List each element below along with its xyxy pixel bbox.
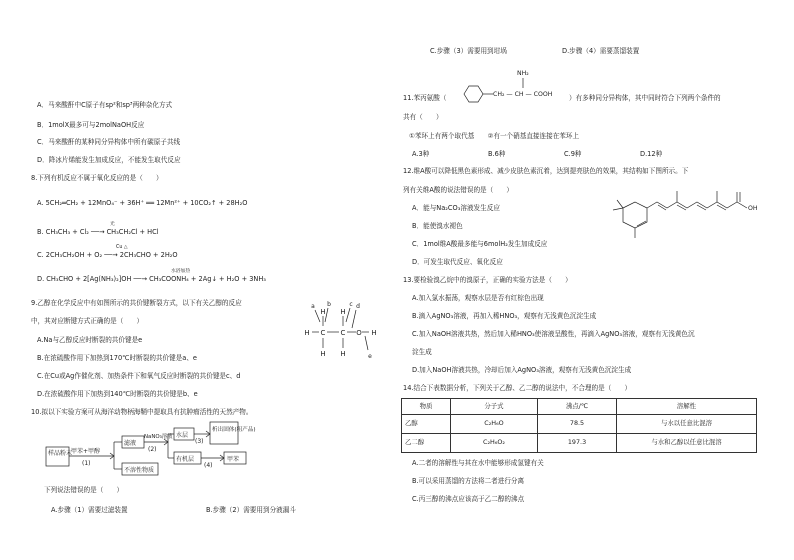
q11-conditions: ①苯环上有两个取代基 ②有一个硝基直接连接在苯环上 — [409, 132, 580, 140]
q12-option-b: B．能使溴水褪色 — [412, 222, 463, 230]
table-header: 沸点/℃ — [538, 399, 617, 415]
bond-label-b: b — [327, 301, 331, 308]
q9-option-d: D.在浓硫酸作用下加热到140℃时断裂的共价键是b、e — [37, 390, 198, 398]
table-cell: C₂H₆O — [451, 415, 538, 434]
q13-option-d: D.加入NaOH溶液共热，冷却后加入AgNO₃溶液，观察有无浅黄色沉淀生成 — [412, 366, 632, 374]
q10-stem: 10.拟以下实验方案可从海洋动物柄海鞘中提取具有抗肿瘤活性的天然产物。 — [31, 408, 253, 416]
bond-label-e: e — [368, 353, 372, 360]
q11-suffix: ）有多种同分异构体，其中同时符合下列两个条件的 — [569, 94, 721, 102]
q14-stem: 14.结合下表数据分析，下列关于乙醇、乙二醇的说法中，不合理的是（ ） — [403, 384, 632, 392]
q14-data-table — [401, 398, 757, 453]
svg-text:H: H — [340, 350, 346, 358]
table-header: 物质 — [402, 399, 451, 415]
bond-label-c: c — [349, 301, 353, 308]
table-cell: 乙二醇 — [402, 434, 451, 453]
q10-option-d: D.步骤（4）需要蒸馏装置 — [562, 47, 640, 55]
q7-option-d: D．降冰片烯能发生加成反应，不能发生取代反应 — [37, 156, 181, 164]
svg-text:H: H — [320, 350, 326, 358]
ethanol-bond-diagram — [300, 300, 380, 364]
q8-option-c: C. 2CH₃CH₂OH + O₂ ──→ 2CH₃CHO + 2H₂O — [37, 251, 178, 259]
flow-reagent2: NaNO₃溶液 — [144, 434, 173, 440]
q11-line2: 共有（ ） — [403, 113, 443, 121]
svg-text:H: H — [340, 308, 346, 316]
table-header: 溶解性 — [617, 399, 757, 415]
flow-solvent: 甲苯+甲醇 — [71, 448, 101, 455]
q11-option-c: C.9种 — [564, 150, 582, 158]
flow-sample: 样品粉末 — [48, 450, 73, 457]
svg-text:O: O — [356, 329, 362, 337]
table-cell: 乙醇 — [402, 415, 451, 434]
svg-text:C: C — [340, 329, 346, 337]
struct-nh2: NH₂ — [517, 70, 529, 77]
flow-toluene: 甲苯 — [227, 456, 240, 463]
svg-text:H: H — [304, 329, 310, 337]
q11-prefix: 11.苯丙氨酸（ — [403, 94, 447, 102]
flow-step1: (1) — [82, 460, 91, 467]
q8-option-d: D. CH₃CHO + 2[Ag(NH₃)₂]OH ──→ CH₃COONH₄ + 2Ag↓ + H₂O + 3NH₃ — [37, 275, 266, 283]
flow-step4: (4) — [204, 462, 213, 469]
q14-option-b: B.可以采用蒸馏的方法将二者进行分离 — [412, 477, 525, 485]
q13-stem: 13.要检验溴乙烷中的溴原子，正确的实验方法是（ ） — [403, 276, 572, 284]
q13-option-b: B.滴入AgNO₃溶液，再加入稀HNO₃，观察有无浅黄色沉淀生成 — [412, 312, 597, 320]
q8-option-a: A. 5CH₂═CH₂ + 12MnO₄⁻ + 36H⁺ ══ 12Mn²⁺ + 10CO₂↑ + 28H₂O — [37, 199, 248, 207]
q12-option-a: A．能与Na₂CO₃溶液发生反应 — [412, 204, 500, 212]
q7-option-c: C．马来酸酐的某种同分异构体中所有碳原子共线 — [37, 138, 181, 146]
phenylalanine-structure — [455, 66, 567, 106]
q10-flowchart — [44, 420, 334, 478]
table-cell: 与水和乙醇以任意比混溶 — [617, 434, 757, 453]
table-row — [402, 434, 757, 453]
flow-precipitate: 析出固体(粗产品) — [212, 427, 256, 433]
q9-stem-line2: 中，其对应断键方式正确的是（ ） — [31, 317, 144, 325]
q12-option-c: C．1mol维A酸最多能与6molH₂发生加成反应 — [412, 240, 548, 248]
flow-organic: 有机层 — [176, 456, 195, 463]
q14-option-a: A.二者的溶解性与其在水中能够形成氢键有关 — [412, 459, 544, 467]
q11-option-b: B.6种 — [488, 150, 506, 158]
bond-label-d: d — [356, 303, 360, 310]
q10-ask: 下列说法错误的是（ ） — [44, 486, 124, 494]
svg-text:C: C — [320, 329, 326, 337]
table-cell: 与水以任意比混溶 — [617, 415, 757, 434]
table-cell: C₂H₆O₂ — [451, 434, 538, 453]
q14-option-c: C.丙三醇的沸点应该高于乙二醇的沸点 — [412, 495, 525, 503]
table-header-row — [402, 399, 757, 415]
q11-option-a: A.3种 — [412, 150, 430, 158]
q13-option-c-line2: 淀生成 — [412, 348, 432, 356]
q10-option-b: B.步骤（2）需要用到分液漏斗 — [206, 506, 296, 514]
q8-stem: 8.下列有机反应不属于氧化反应的是（ ） — [31, 174, 163, 182]
q11-option-d: D.12种 — [640, 150, 663, 158]
q9-option-c: C.在Cu或Ag作催化剂、加热条件下和氧气反应时断裂的共价键是c、d — [37, 372, 241, 380]
q8-c-condition: Cu △ — [116, 245, 128, 250]
bond-label-a: a — [311, 303, 315, 310]
q10-option-c: C.步骤（3）需要用到坩埚 — [430, 47, 507, 55]
q8-option-b: B. CH₃CH₃ + Cl₂ ──→ CH₃CH₂Cl + HCl — [37, 228, 159, 236]
q10-option-a: A.步骤（1）需要过滤装置 — [51, 506, 128, 514]
q7-option-b: B．1molX最多可与2molNaOH反应 — [37, 121, 145, 129]
q12-stem-line2: 列有关维A酸的说法错误的是（ ） — [403, 186, 514, 194]
flow-insoluble: 不溶性物质 — [124, 467, 155, 474]
retinoic-acid-structure — [609, 186, 769, 248]
flow-aqueous: 水层 — [176, 432, 189, 439]
q9-option-b: B.在浓硫酸作用下加热到170℃时断裂的共价键是a、e — [37, 354, 197, 362]
q9-stem-line1: 9.乙醇在化学反应中有如图所示的共价键断裂方式，以下有关乙醇的反应 — [31, 299, 242, 307]
flow-filtrate: 滤液 — [124, 440, 137, 447]
q13-option-c-line1: C.加入NaOH溶液共热，然后加入稀HNO₃使溶液呈酸性，再滴入AgNO₃溶液，观察有无浅黄色沉 — [412, 330, 695, 338]
struct-chain: CH₂ — CH — COOH — [493, 91, 553, 98]
flow-step2: (2) — [148, 446, 157, 453]
right-column — [397, 0, 794, 560]
table-row — [402, 415, 757, 434]
flow-step3: (3) — [195, 438, 204, 445]
q8-d-condition: 水浴加热 — [171, 269, 191, 274]
q12-option-d: D．可发生取代反应、氧化反应 — [412, 258, 503, 266]
table-header: 分子式 — [451, 399, 538, 415]
table-cell: 197.3 — [538, 434, 617, 453]
q8-b-condition: 光 — [110, 222, 115, 227]
q13-option-a: A.加入氯水振荡，观察水层是否有红棕色出现 — [412, 294, 544, 302]
svg-text:H: H — [320, 308, 326, 316]
table-cell: 78.5 — [538, 415, 617, 434]
q9-option-a: A.Na与乙醇反应时断裂的共价键是e — [37, 336, 143, 344]
svg-text:H: H — [371, 329, 377, 337]
q7-option-a: A．马来酸酐中C原子有sp²和sp³两种杂化方式 — [37, 101, 173, 109]
oh-label: OH — [748, 205, 758, 212]
q12-stem-line1: 12.维A酸可以降低黑色素形成、减少皮肤色素沉着，达到提亮肤色的效果，其结构如下图所示。下 — [403, 167, 689, 175]
